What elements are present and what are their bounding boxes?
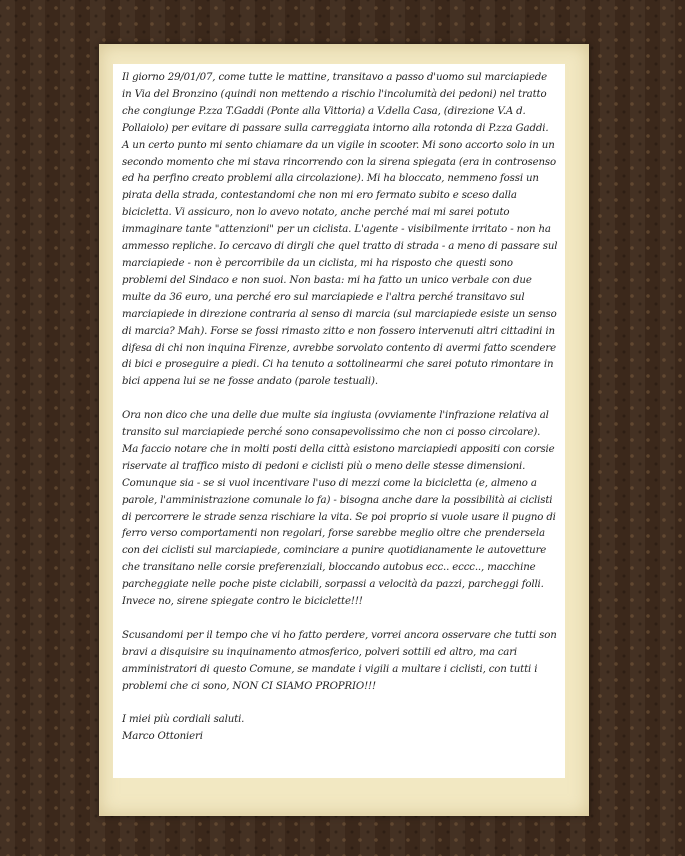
letter-paragraph-3: Scusandomi per il tempo che vi ho fatto perdere, vorrei ancora osservare che tutti son bravi a disquisire su inquinamento atmosferico, polveri sottili ed altro, ma cari amministratori di questo Comune, se mandate i vigili a multare i ciclisti, con tutti i problemi che ci sono, NON CI SIAMO PROPRIO!!! xyxy=(122,629,557,692)
letter-signature: Marco Ottonieri xyxy=(122,731,203,743)
letter-closing: I miei più cordiali saluti. xyxy=(122,714,245,726)
paper-frame xyxy=(99,44,589,816)
letter-paragraph-2: Ora non dico che una delle due multe sia ingiusta (ovviamente l'infrazione relativa al transito sul marciapiede perché sono consapevolissimo che non ci posso circolare). Ma faccio notare che in molti posti della città esistono marciapiedi appositi con corsie riservate al traffico misto di pedoni e ciclisti più o meno delle stesse dimensioni. Comunque sia - se si vuol incentivare l'uso di mezzi come la bicicletta (e, almeno a parole, l'amministrazione comunale lo fa) - bisogna anche dare la possibilità ai ciclisti di percorrere le strade senza rischiare la vita. Se poi proprio si vuole usare il pugno di ferro verso comportamenti non regolari, forse sarebbe meglio oltre che prendersela con dei ciclisti sul marciapiede, cominciare a punire quotidianamente le autovetture che transitano nelle corsie preferenziali, bloccando autobus ecc.. eccc.., macchine parcheggiate nelle poche piste ciclabili, sorpassi a velocità da pazzi, parcheggi folli. Invece no, sirene spiegate contro le biciclette!!! xyxy=(122,410,556,608)
letter-paragraph-1: Il giorno 29/01/07, come tutte le mattine, transitavo a passo d'uomo sul marciapiede in Via del Bronzino (quindi non mettendo a rischio l'incolumità dei pedoni) nel tratto che congiunge P.zza T.Gaddi (Ponte alla Vittoria) a V.della Casa, (direzione V.A d. Pollaiolo) per evitare di passare sulla carreggiata intorno alla rotonda di P.zza Gaddi. A un certo punto mi sento chiamare da un vigile in scooter. Mi sono accorto solo in un secondo momento che mi stava rincorrendo con la sirena spiegata (era in controsenso ed ha perfino creato problemi alla circolazione). Mi ha bloccato, nemmeno fossi un pirata della strada, contestandomi che non mi ero fermato subito e sceso dalla bicicletta. Vi assicuro, non lo avevo notato, anche perché mai mi sarei potuto immaginare tante "attenzioni" per un ciclista. L'agente - visibilmente irritato - non ha ammesso repliche. Io cercavo di dirgli che quel tratto di strada - a meno di passare sul marciapiede - non è percorribile da un ciclista, mi ha risposto che questi sono problemi del Sindaco e non suoi. Non basta: mi ha fatto un unico verbale con due multe da 36 euro, una perché ero sul marciapiede e l'altra perché transitavo sul marciapiede in direzione contraria al senso di marcia (sul marciapiede esiste un senso di marcia? Mah). Forse se fossi rimasto zitto e non fossero intervenuti altri cittadini in difesa di chi non inquina Firenze, avrebbe sorvolato contento di avermi fatto scendere di bici e proseguire a piedi. Ci ha tenuto a sottolinearmi che sarei potuto rimontare in bici appena lui se ne fosse andato (parole testuali). xyxy=(122,72,558,388)
letter-sheet xyxy=(113,64,565,778)
letter-body xyxy=(122,70,558,746)
